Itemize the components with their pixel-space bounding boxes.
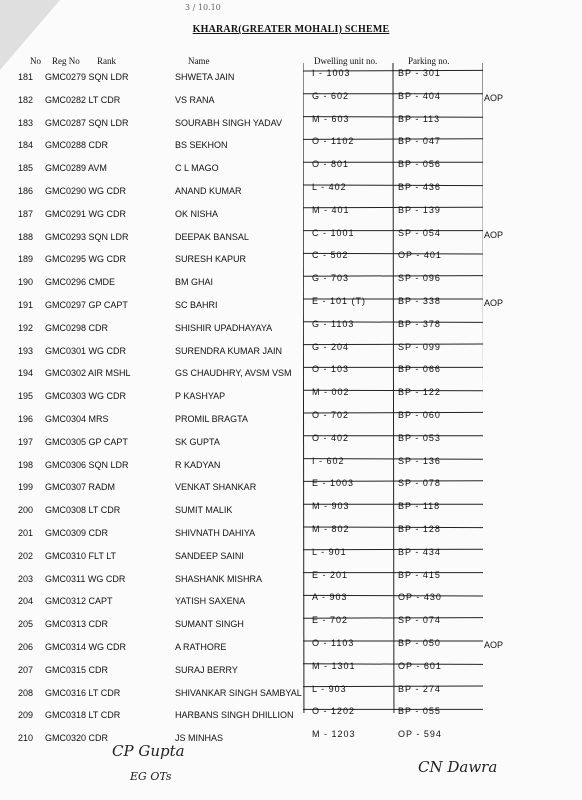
parking-number: SP - 054: [398, 227, 441, 238]
row-name: SHWETA JAIN: [175, 72, 235, 82]
parking-number: BP - 139: [398, 204, 441, 215]
row-name: C L MAGO: [175, 163, 219, 174]
dwelling-unit: I - 1003: [312, 68, 351, 78]
row-name: BS SEKHON: [175, 140, 228, 151]
row-reg-rank: GMC0315 CDR: [45, 664, 109, 675]
row-reg-rank: GMC0305 GP CAPT: [45, 436, 128, 447]
row-name: SUMIT MALIK: [175, 505, 233, 516]
aop-mark: AOP: [484, 640, 504, 650]
dwelling-unit: O - 801: [312, 159, 350, 170]
parking-number: BP - 404: [398, 90, 441, 101]
row-number: 206: [18, 642, 34, 652]
table-row: [0, 114, 582, 136]
dwelling-unit: O - 103: [312, 364, 350, 375]
row-number: 181: [18, 72, 34, 82]
row-name: SURENDRA KUMAR JAIN: [175, 345, 283, 356]
parking-number: BP - 338: [398, 296, 441, 306]
signature-left: CP Gupta: [112, 742, 185, 760]
row-reg-rank: GMC0293 SQN LDR: [45, 231, 129, 242]
row-number: 209: [18, 710, 34, 721]
table-row: [0, 706, 582, 728]
parking-number: BP - 047: [398, 136, 441, 147]
row-name: SHIVANKAR SINGH SAMBYAL: [175, 687, 302, 698]
row-reg-rank: GMC0295 WG CDR: [45, 254, 127, 265]
dwelling-unit: L - 903: [312, 683, 347, 694]
header-rank: Rank: [97, 56, 116, 66]
row-number: 208: [18, 687, 34, 698]
table-row: [0, 615, 582, 637]
table-row: [0, 638, 582, 660]
row-number: 194: [18, 368, 34, 379]
row-name: SHASHANK MISHRA: [175, 573, 263, 584]
parking-number: OP - 401: [398, 250, 442, 261]
table-row: [0, 501, 582, 523]
dwelling-unit: G - 602: [312, 90, 350, 101]
row-name: GS CHAUDHRY, AVSM VSM: [175, 368, 292, 379]
parking-number: BP - 415: [398, 569, 441, 580]
dwelling-unit: G - 204: [312, 341, 350, 352]
row-name: SUMANT SINGH: [175, 619, 244, 630]
row-number: 188: [18, 231, 34, 242]
dwelling-unit: O - 1103: [312, 638, 355, 648]
row-number: 202: [18, 550, 34, 561]
dwelling-unit: M - 002: [312, 387, 350, 398]
row-reg-rank: GMC0287 SQN LDR: [45, 117, 129, 128]
row-name: SHISHIR UPADHAYAYA: [175, 322, 273, 333]
row-reg-rank: GMC0291 WG CDR: [45, 208, 127, 219]
row-name: SHIVNATH DAHIYA: [175, 528, 256, 538]
header-parking: Parking no.: [408, 56, 450, 66]
row-reg-rank: GMC0310 FLT LT: [45, 550, 117, 561]
row-number: 189: [18, 254, 34, 265]
dwelling-unit: C - 502: [312, 250, 349, 261]
row-name: SOURABH SINGH YADAV: [175, 117, 283, 128]
parking-number: SP - 096: [398, 273, 441, 284]
table-row: [0, 159, 582, 181]
row-reg-rank: GMC0308 LT CDR: [45, 505, 121, 516]
parking-number: BP - 050: [398, 638, 441, 648]
row-name: ANAND KUMAR: [175, 186, 242, 196]
parking-number: BP - 066: [398, 364, 441, 375]
parking-number: BP - 055: [398, 706, 441, 717]
table-row: [0, 182, 582, 204]
table-row: [0, 342, 582, 364]
row-name: VENKAT SHANKAR: [175, 482, 257, 493]
row-name: VS RANA: [175, 94, 215, 105]
parking-number: BP - 053: [398, 432, 441, 443]
dwelling-unit: E - 201: [312, 569, 349, 580]
table-row: [0, 433, 582, 455]
dwelling-unit: L - 901: [312, 546, 347, 557]
page-title: KHARAR(GREATER MOHALI) SCHEME: [192, 24, 390, 35]
table-row: [0, 684, 582, 706]
table-row: [0, 91, 582, 113]
dwelling-unit: A - 903: [312, 592, 348, 603]
dwelling-unit: E - 101 (T): [312, 296, 367, 306]
dwelling-unit: O - 1202: [312, 706, 356, 717]
dwelling-unit: O - 702: [312, 410, 350, 420]
row-number: 199: [18, 482, 34, 493]
row-reg-rank: GMC0290 WG CDR: [45, 186, 127, 196]
table-row: [0, 410, 582, 432]
header-no: No: [30, 56, 41, 66]
table-row: [0, 547, 582, 569]
row-number: 184: [18, 140, 34, 151]
row-reg-rank: GMC0311 WG CDR: [45, 573, 126, 584]
row-number: 182: [18, 94, 34, 105]
parking-number: BP - 113: [398, 113, 441, 124]
parking-number: OP - 594: [398, 729, 442, 740]
row-reg-rank: GMC0288 CDR: [45, 140, 109, 151]
dwelling-unit: M - 903: [312, 501, 350, 512]
table-row: [0, 592, 582, 614]
table-row: [0, 387, 582, 409]
row-reg-rank: GMC0306 SQN LDR: [45, 459, 129, 470]
parking-number: BP - 056: [398, 159, 441, 170]
dwelling-unit: G - 703: [312, 273, 350, 284]
table-row: [0, 296, 582, 318]
row-name: SK GUPTA: [175, 436, 220, 447]
row-name: BM GHAI: [175, 277, 214, 288]
table-row: [0, 364, 582, 386]
row-number: 191: [18, 300, 34, 310]
table-row: [0, 478, 582, 500]
row-reg-rank: GMC0307 RADM: [45, 482, 116, 493]
row-number: 187: [18, 208, 34, 219]
table-row: [0, 68, 582, 90]
dwelling-unit: M - 401: [312, 204, 350, 215]
signature-left-sub: EG OTs: [130, 770, 172, 783]
dwelling-unit: C - 1001: [312, 227, 355, 238]
row-reg-rank: GMC0314 WG CDR: [45, 642, 127, 652]
parking-number: BP - 118: [398, 501, 441, 512]
row-number: 195: [18, 391, 34, 402]
dwelling-unit: E - 1003: [312, 478, 355, 489]
dwelling-unit: O - 402: [312, 432, 350, 443]
parking-number: BP - 274: [398, 683, 441, 694]
row-name: JS MINHAS: [175, 733, 224, 744]
dwelling-unit: M - 802: [312, 524, 350, 534]
parking-number: SP - 136: [398, 455, 441, 466]
row-number: 198: [18, 459, 34, 470]
parking-number: OP - 601: [398, 660, 442, 671]
table-row: [0, 524, 582, 546]
row-reg-rank: GMC0297 GP CAPT: [45, 300, 128, 310]
row-number: 197: [18, 436, 34, 447]
row-number: 203: [18, 573, 34, 584]
row-number: 200: [18, 505, 34, 516]
row-number: 204: [18, 596, 34, 607]
dwelling-unit: L - 402: [312, 182, 347, 192]
signature-right: CN Dawra: [418, 758, 498, 776]
aop-mark: AOP: [484, 229, 504, 240]
row-name: DEEPAK BANSAL: [175, 231, 249, 242]
table-row: [0, 136, 582, 158]
row-name: SANDEEP SAINI: [175, 550, 244, 561]
row-name: HARBANS SINGH DHILLION: [175, 710, 294, 721]
header-reg-no: Reg No: [52, 56, 80, 66]
row-reg-rank: GMC0309 CDR: [45, 528, 109, 538]
table-row: [0, 319, 582, 341]
row-reg-rank: GMC0296 CMDE: [45, 277, 116, 288]
row-number: 210: [18, 733, 34, 744]
dwelling-unit: E - 702: [312, 615, 349, 626]
parking-number: SP - 074: [398, 615, 441, 626]
parking-number: BP - 436: [398, 182, 441, 192]
table-row: [0, 570, 582, 592]
parking-number: OP - 430: [398, 592, 442, 603]
aop-mark: AOP: [484, 92, 504, 103]
row-number: 201: [18, 528, 34, 538]
row-reg-rank: GMC0282 LT CDR: [45, 94, 121, 105]
row-reg-rank: GMC0304 MRS: [45, 414, 109, 424]
row-reg-rank: GMC0289 AVM: [45, 163, 107, 174]
aop-mark: AOP: [484, 298, 504, 308]
row-number: 185: [18, 163, 34, 174]
parking-number: BP - 060: [398, 410, 441, 420]
row-reg-rank: GMC0298 CDR: [45, 322, 109, 333]
table-row: [0, 250, 582, 272]
parking-number: BP - 301: [398, 68, 441, 78]
table-row: [0, 456, 582, 478]
row-reg-rank: GMC0316 LT CDR: [45, 687, 121, 698]
dwelling-unit: I - 602: [312, 455, 345, 466]
row-name: YATISH SAXENA: [175, 596, 246, 607]
table-row: [0, 228, 582, 250]
row-name: OK NISHA: [175, 208, 219, 219]
row-number: 193: [18, 345, 34, 356]
row-number: 186: [18, 186, 34, 196]
parking-number: BP - 434: [398, 546, 441, 557]
row-name: A RATHORE: [175, 642, 227, 652]
row-number: 207: [18, 664, 34, 675]
parking-number: BP - 122: [398, 387, 441, 398]
dwelling-unit: G - 1103: [312, 318, 355, 329]
row-number: 205: [18, 619, 34, 630]
row-reg-rank: GMC0279 SQN LDR: [45, 72, 129, 82]
row-name: SURESH KAPUR: [175, 254, 247, 265]
row-reg-rank: GMC0312 CAPT: [45, 596, 113, 607]
header-dwelling: Dwelling unit no.: [314, 56, 378, 66]
row-reg-rank: GMC0301 WG CDR: [45, 345, 127, 356]
parking-number: SP - 078: [398, 478, 441, 489]
row-name: SURAJ BERRY: [175, 664, 238, 675]
row-name: PROMIL BRAGTA: [175, 414, 249, 424]
parking-number: BP - 378: [398, 318, 441, 329]
table-row: [0, 273, 582, 295]
dwelling-unit: M - 603: [312, 113, 350, 124]
table-row: [0, 661, 582, 683]
dwelling-unit: O - 1102: [312, 136, 355, 147]
dwelling-unit: M - 1301: [312, 660, 356, 671]
row-reg-rank: GMC0318 LT CDR: [45, 710, 121, 721]
row-name: R KADYAN: [175, 459, 221, 470]
row-number: 183: [18, 117, 34, 128]
row-number: 190: [18, 277, 34, 288]
dwelling-unit: M - 1203: [312, 729, 356, 740]
row-reg-rank: GMC0302 AIR MSHL: [45, 368, 131, 379]
corner-mark: 3 / 10.10: [185, 3, 221, 12]
row-name: P KASHYAP: [175, 391, 226, 402]
row-reg-rank: GMC0320 CDR: [45, 733, 109, 744]
table-row: [0, 205, 582, 227]
table-row: [0, 729, 582, 751]
parking-number: BP - 128: [398, 524, 441, 534]
row-reg-rank: GMC0313 CDR: [45, 619, 109, 630]
row-name: SC BAHRI: [175, 300, 218, 310]
parking-number: SP - 099: [398, 341, 441, 352]
row-number: 192: [18, 322, 34, 333]
row-reg-rank: GMC0303 WG CDR: [45, 391, 127, 402]
header-name: Name: [188, 56, 210, 66]
row-number: 196: [18, 414, 34, 424]
